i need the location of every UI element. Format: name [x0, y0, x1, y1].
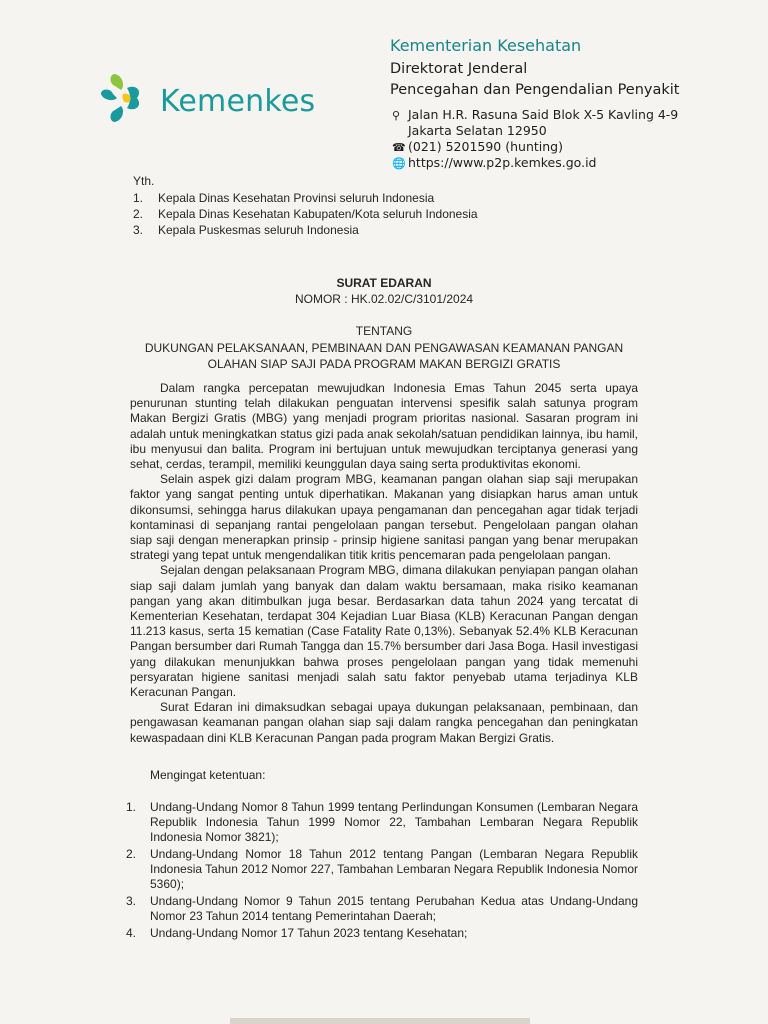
circular-title: SURAT EDARAN — [336, 276, 432, 290]
list-text: Undang-Undang Nomor 17 Tahun 2023 tentang Kesehatan; — [150, 926, 468, 940]
subject-line-2: OLAHAN SIAP SAJI PADA PROGRAM MAKAN BERGIZI GRATIS — [207, 357, 561, 371]
letterhead — [390, 36, 679, 171]
list-text: Kepala Dinas Kesehatan Kabupaten/Kota seluruh Indonesia — [158, 207, 478, 221]
list-item — [133, 190, 478, 206]
paragraph: Surat Edaran ini dimaksudkan sebagai upaya dukungan pelaksanaan, pembinaan, dan pengawasan keamanan pangan olahan siap saji dalam rangka pencegahan dan peningkatan kewaspadaan dini KLB Keracunan Pangan pada program Makan Bergizi Gratis. — [130, 700, 638, 745]
legal-references — [126, 800, 638, 943]
circular-number: NOMOR : HK.02.02/C/3101/2024 — [294, 292, 474, 306]
letter-body — [130, 381, 638, 746]
list-number: 3. — [126, 894, 137, 908]
phone-icon: ☎ — [392, 141, 406, 154]
list-text: Kepala Puskesmas seluruh Indonesia — [158, 223, 359, 237]
address-line-2: Jakarta Selatan 12950 — [408, 123, 547, 138]
directorate-line-2: Pencegahan dan Pengendalian Penyakit — [390, 82, 680, 98]
location-pin-icon: ⚲ — [392, 109, 401, 122]
scan-edge — [230, 1018, 530, 1024]
list-number: 1. — [126, 800, 137, 814]
paragraph: Selain aspek gizi dalam program MBG, keamanan pangan olahan siap saji merupakan faktor yang sangat penting untuk diperhatikan. Makanan yang disiapkan harus aman untuk dikonsumsi, sehingga harus dilakukan upaya pengamanan dan pencegahan agar tidak terjadi kontaminasi di sepanjang rantai pengelolaan pangan tersebut. Pengelolaan pangan olahan siap saji dengan menerapkan prinsip - prinsip higiene sanitasi pangan yang benar merupakan strategi yang tepat untuk mengendalikan titik kritis pencemaran pada pengelolaan pangan. — [130, 472, 638, 563]
paragraph: Sejalan dengan pelaksanaan Program MBG, dimana dilakukan penyiapan pangan olahan siap saji dalam jumlah yang banyak dan dalam waktu bersamaan, maka risiko keamanan pangan yang akan ditimbulkan juga besar. Berdasarkan data tahun 2024 yang tercatat di Kementerian Kesehatan, terdapat 304 Kejadian Luar Biasa (KLB) Keracunan Pangan dengan 11.213 kasus, serta 15 kematian (Case Fatality Rate 0,13%). Sebanyak 52.4% KLB Keracunan Pangan bersumber dari Rumah Tangga dan 15.7% bersumber dari Jasa Boga. Hasil investigasi yang dilakukan menunjukkan bahwa proses pengelolaan pangan yang tidak memenuhi persyaratan higiene sanitasi menjadi salah satu faktor penyebab utama terjadinya KLB Keracunan Pangan. — [130, 563, 638, 700]
list-text: Kepala Dinas Kesehatan Provinsi seluruh Indonesia — [158, 191, 435, 205]
list-text: Undang-Undang Nomor 8 Tahun 1999 tentang Perlindungan Konsumen (Lembaran Negara Republik Indonesia Tahun 1999 Nomor 22, Tambahan Lembaran Negara Republik Indonesia Nomor 3821); — [150, 800, 638, 844]
subject-line-1: DUKUNGAN PELAKSANAAN, PEMBINAAN DAN PENGAWASAN KEAMANAN PANGAN — [144, 341, 624, 355]
list-number: 4. — [126, 926, 137, 940]
list-number: 2. — [133, 207, 144, 221]
list-item — [126, 847, 638, 892]
logo-wordmark: Kemenkes — [160, 84, 316, 119]
list-item — [126, 926, 638, 941]
directorate-line-1: Direktorat Jenderal — [390, 61, 528, 77]
kemenkes-logo-icon — [97, 70, 157, 126]
salutation: Yth. — [133, 174, 155, 188]
list-number: 3. — [133, 223, 144, 237]
list-text: Undang-Undang Nomor 9 Tahun 2015 tentang Perubahan Kedua atas Undang-Undang Nomor 23 Tahun 2014 tentang Pemerintahan Daerah; — [150, 894, 638, 923]
list-item — [126, 894, 638, 924]
list-number: 1. — [133, 191, 144, 205]
phone-number: (021) 5201590 (hunting) — [408, 139, 563, 154]
list-text: Undang-Undang Nomor 18 Tahun 2012 tentang Pangan (Lembaran Negara Republik Indonesia Tahun 2012 Nomor 227, Tambahan Lembaran Negara Republik Indonesia Nomor 5360); — [150, 847, 638, 891]
contact-block — [390, 107, 679, 171]
globe-icon: 🌐 — [392, 157, 406, 170]
address-line-1: Jalan H.R. Rasuna Said Blok X-5 Kavling 4-9 — [408, 107, 679, 122]
list-item — [133, 206, 478, 222]
considering-label: Mengingat ketentuan: — [150, 768, 266, 782]
about-label: TENTANG — [355, 324, 413, 338]
list-number: 2. — [126, 847, 137, 861]
website-link[interactable]: https://www.p2p.kemkes.go.id — [408, 155, 597, 170]
list-item — [126, 800, 638, 845]
recipients — [133, 173, 478, 238]
list-item — [133, 222, 478, 238]
ministry-name: Kementerian Kesehatan — [390, 36, 582, 55]
paragraph: Dalam rangka percepatan mewujudkan Indonesia Emas Tahun 2045 serta upaya penurunan stunting telah dilakukan penguatan intervensi spesifik salah satunya program Makan Bergizi Gratis (MBG) yang menjadi program prioritas nasional. Sasaran program ini adalah untuk meningkatkan status gizi pada anak sekolah/satuan pendidikan lainnya, ibu hamil, ibu menyusui dan balita. Program ini bertujuan untuk mewujudkan terciptanya generasi yang sehat, cerdas, terampil, memiliki keunggulan daya saing serta produktivitas ekonomi. — [130, 381, 638, 472]
